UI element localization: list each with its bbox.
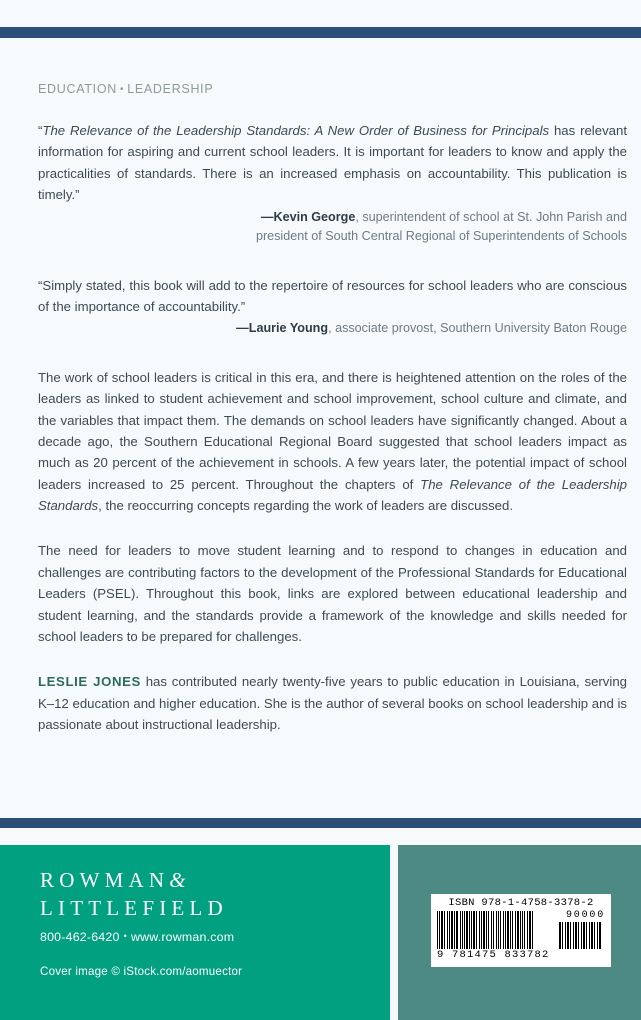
category-line: [38, 82, 627, 96]
body-paragraph-2: The need for leaders to move student learning and to respond to changes in education and challenges are contributing factors to the development of the Professional Standards for Educational Leaders (PSEL). Throughout this book, links are explored between educational leadership and student learning, and the standards provide a framework of the knowledge and skills needed for school leaders to be prepared for challenges.: [38, 543, 627, 644]
attribution-dash-2: —: [236, 321, 249, 336]
spacer-before-bio: [38, 647, 627, 671]
testimonial-quote-1: [38, 120, 627, 206]
attribution-dash-1: —: [260, 209, 274, 224]
supplement-number: 90000: [565, 909, 605, 921]
isbn-label: ISBN: [448, 897, 475, 909]
cover-content: [38, 82, 627, 735]
contact-separator-dot: •: [123, 931, 127, 941]
author-bio: [38, 671, 627, 735]
publisher-logo-line1: [40, 867, 228, 895]
quote-open-mark-1: “: [38, 123, 43, 138]
publisher-website[interactable]: www.rowman.com: [130, 930, 235, 944]
spacer-between-paragraphs: [38, 516, 627, 540]
quote-body-1: has relevant information for aspiring and current school leaders. It is important for leaders to know and apply the practicalities of standards. There is an increased emphasis on accountability. This publication is timely.”: [38, 123, 627, 203]
attribution-name-1: Kevin George: [273, 209, 356, 224]
isbn-text: [437, 898, 605, 909]
spacer-after-testimonial-1: [38, 247, 627, 275]
supplement-group: [555, 911, 605, 949]
testimonial-quote-2: “Simply stated, this book will add to the repertoire of resources for school leaders who are conscious of the importance of accountability.”: [38, 277, 627, 314]
publisher-phone[interactable]: 800-462-6420: [40, 930, 120, 944]
attribution-role-1a: , superintendent of school at St. John Parish and: [355, 209, 627, 224]
publisher-logo: [40, 867, 228, 923]
body-paragraph-1-booktitle: The Relevance of the Leadership Standards: [38, 476, 627, 514]
barcode-panel: [398, 845, 641, 1020]
testimonial-attribution-2: [38, 319, 627, 339]
author-name: LESLIE JONES: [38, 674, 141, 690]
barcode-bars-row: [437, 911, 605, 949]
category-left: EDUCATION: [38, 82, 117, 96]
isbn-number: 978-1-4758-3378-2: [481, 897, 594, 909]
ean5-bars: [559, 922, 605, 949]
top-navy-rule: [0, 27, 641, 38]
bottom-navy-rule: [0, 818, 641, 828]
ean13-bars: [437, 911, 555, 949]
publisher-contact: [40, 930, 234, 944]
publisher-logo-rowman: ROWMAN: [40, 868, 170, 892]
attribution-name-2: Laurie Young: [248, 321, 329, 336]
category-right: LEADERSHIP: [127, 82, 214, 96]
publisher-panel: [0, 845, 390, 1020]
attribution-role-2: , associate provost, Southern University Baton Rouge: [328, 321, 627, 336]
author-bio-text: has contributed nearly twenty-five years to public education in Louisiana, serving K–12 education and higher education. She is the author of several books on school leadership and is passionate about instructional leadership.: [38, 674, 628, 733]
body-paragraph-1: [38, 367, 627, 517]
isbn-barcode: [431, 894, 611, 967]
body-paragraph-1-part1: The work of school leaders is critical in this era, and there is heightened attention on the roles of the leaders as linked to student achievement and school improvement, school culture and climate, and the variables that impact them. The demands on school leaders have significantly changed. About a decade ago, the Southern Educational Regional Board suggested that school leaders impact as much as 20 percent of the achievement in schools. A few years later, the potential impact of school leaders increased to 25 percent. Throughout the chapters of: [38, 369, 627, 492]
testimonial-attribution-1-line1: [38, 208, 627, 228]
testimonial-attribution-1-line2: president of South Central Regional of Superintendents of Schools: [255, 229, 627, 244]
publisher-logo-ampersand: &: [169, 868, 186, 892]
category-separator-dot: •: [120, 84, 125, 95]
top-margin: [0, 0, 641, 27]
body-paragraph-1-part2: , the reoccurring concepts regarding the work of leaders are discussed.: [98, 498, 514, 514]
cover-image-credit: Cover image © iStock.com/aomuector: [40, 965, 243, 978]
quote-book-title-1: The Relevance of the Leadership Standards: A New Order of Business for Principals: [42, 123, 550, 138]
ean-digits: 9 781475 833782: [437, 948, 550, 961]
publisher-logo-line2: LITTLEFIELD: [40, 895, 228, 920]
spacer-after-testimonial-2: [38, 339, 627, 367]
